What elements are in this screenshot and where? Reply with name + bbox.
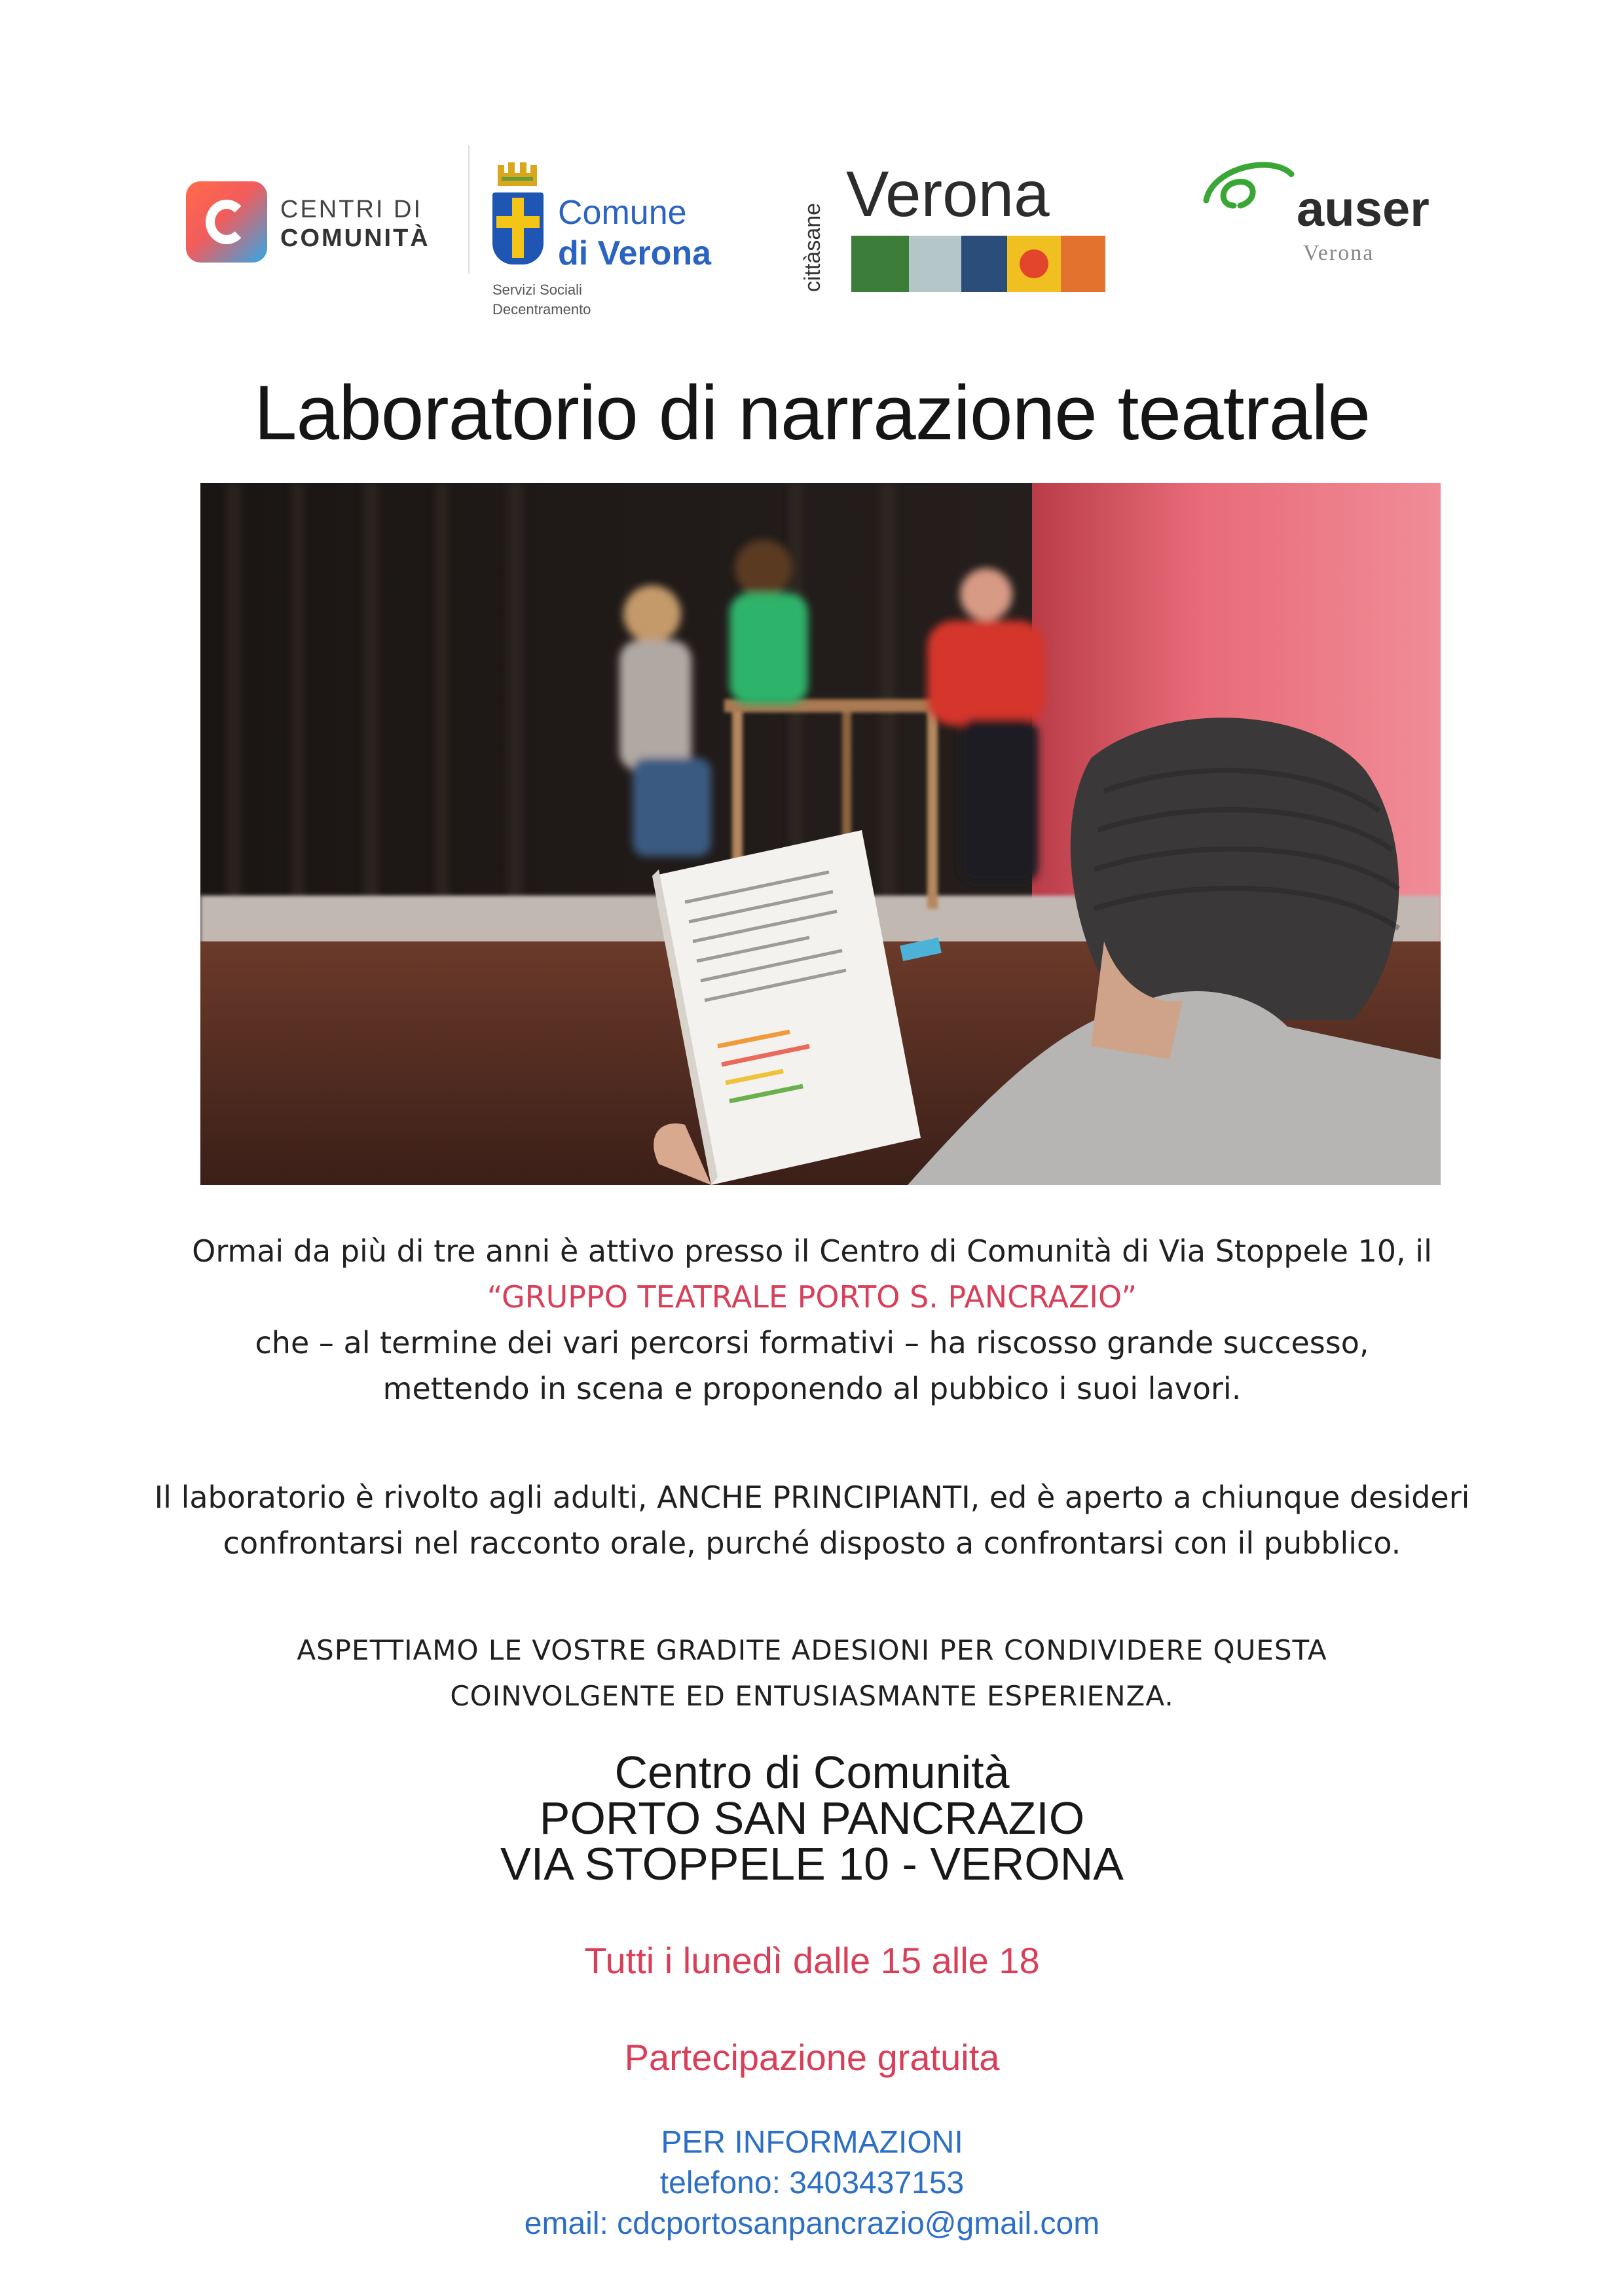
centri-di-comunita-logo-text xyxy=(280,195,430,253)
schedule-text: Tutti i lunedì dalle 15 alle 18 xyxy=(584,1940,1040,1981)
contact-info xyxy=(0,2123,1624,2244)
page-title: Laboratorio di narrazione teatrale xyxy=(253,370,1371,456)
auser-logo-word: auser xyxy=(1297,181,1430,237)
verona-coat-of-arms-icon xyxy=(492,192,544,264)
cdc-logo-line1: CENTRI DI xyxy=(280,196,422,223)
contact-phone[interactable]: telefono: 3403437153 xyxy=(659,2166,965,2200)
intro-line-4: mettendo in scena e proponendo al pubbico i suoi lavori. xyxy=(382,1371,1242,1406)
venue-line-2: PORTO SAN PANCRAZIO xyxy=(539,1793,1085,1844)
auser-logo-subtitle: Verona xyxy=(1303,241,1375,265)
logo-divider xyxy=(468,145,470,274)
contact-email[interactable]: email: cdcportosanpancrazio@gmail.com xyxy=(524,2206,1100,2241)
venue-line-1: Centro di Comunità xyxy=(614,1747,1010,1798)
comune-di-verona-logo-text xyxy=(558,192,711,274)
invitation-paragraph xyxy=(0,1628,1624,1719)
invitation-line-2: COINVOLGENTE ED ENTUSIASMANTE ESPERIENZA. xyxy=(450,1680,1174,1712)
comune-sub-line2: Decentramento xyxy=(492,301,591,318)
fee-text: Partecipazione gratuita xyxy=(624,2037,1000,2078)
intro-line-3: che – al termine dei vari percorsi formativi – ha riscosso grande successo, xyxy=(255,1325,1369,1360)
invitation-line-1: ASPETTIAMO LE VOSTRE GRADITE ADESIONI PER CONDIVIDERE QUESTA xyxy=(297,1634,1327,1666)
comune-logo-subtitle xyxy=(492,280,591,319)
cittasane-verona-word: Verona xyxy=(846,158,1050,230)
audience-paragraph xyxy=(0,1474,1624,1566)
intro-line-1: Ormai da più di tre anni è attivo presso il Centro di Comunità di Via Stoppele 10, il xyxy=(192,1233,1432,1269)
centri-di-comunita-logo-icon xyxy=(186,181,267,263)
audience-line-2: confrontarsi nel racconto orale, purché disposto a confrontarsi con il pubblico. xyxy=(223,1525,1401,1561)
theatre-rehearsal-photo xyxy=(200,483,1441,1185)
auser-swoosh-icon xyxy=(1200,155,1298,213)
venue-address xyxy=(0,1749,1624,1887)
contact-heading: PER INFORMAZIONI xyxy=(661,2125,963,2160)
intro-paragraph xyxy=(0,1228,1624,1412)
cdc-logo-line2: COMUNITÀ xyxy=(280,225,430,252)
comune-logo-line1: Comune xyxy=(558,194,687,232)
comune-sub-line1: Servizi Sociali xyxy=(492,282,582,298)
theatre-group-name: “GRUPPO TEATRALE PORTO S. PANCRAZIO” xyxy=(487,1279,1137,1315)
city-illustration-strip-icon xyxy=(851,236,1105,292)
venue-line-3: VIA STOPPELE 10 - VERONA xyxy=(500,1838,1124,1889)
audience-line-1: Il laboratorio è rivolto agli adulti, ANCHE PRINCIPIANTI, ed è aperto a chiunque desideri xyxy=(154,1480,1470,1515)
cittasane-vertical-label: cittàsane xyxy=(800,202,825,292)
comune-logo-line2: di Verona xyxy=(558,234,712,272)
verona-crown-icon xyxy=(495,160,540,189)
